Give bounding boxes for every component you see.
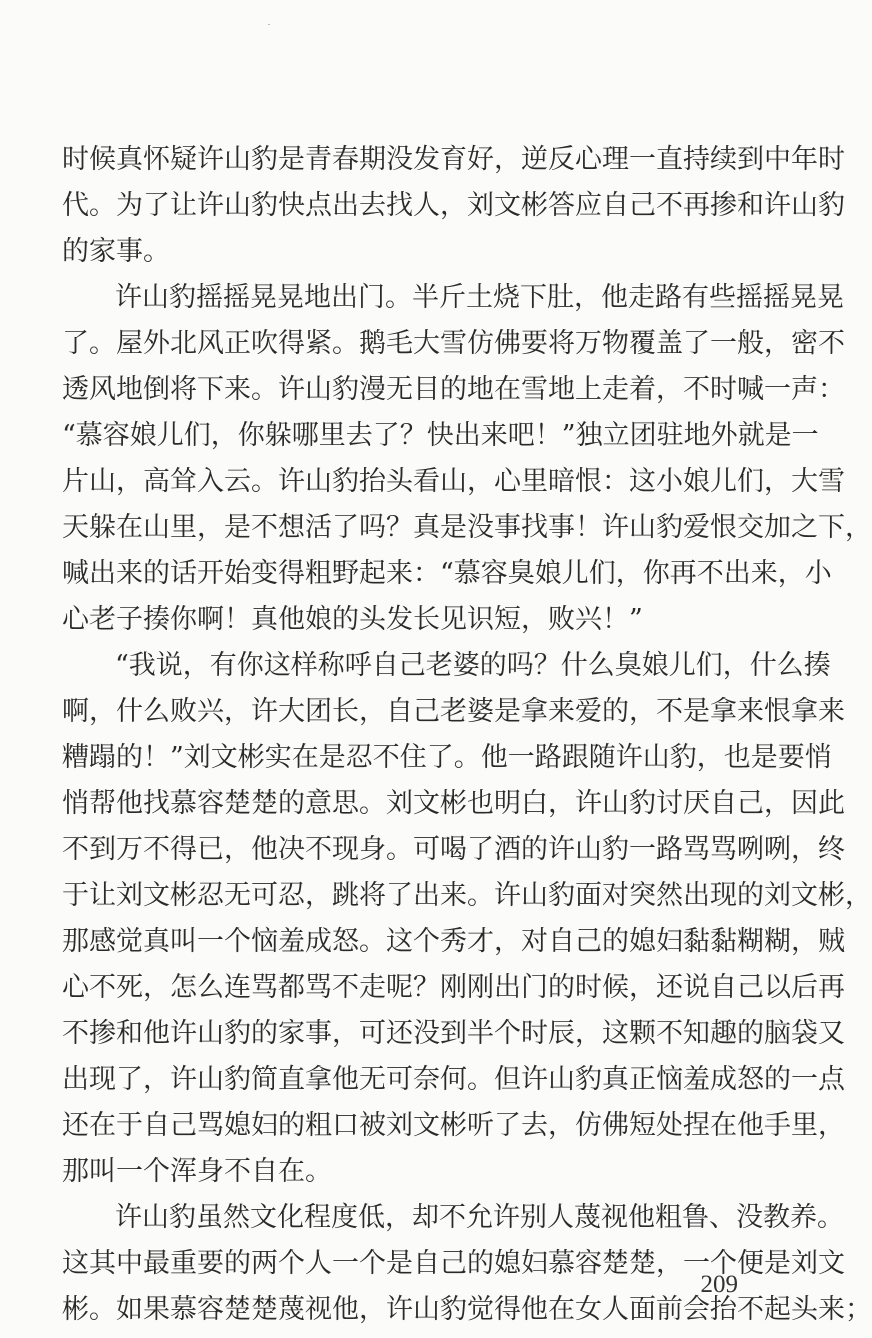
text-line: 那感觉真叫一个恼羞成怒。这个秀才，对自己的媳妇黏黏糊糊，贼 — [62, 926, 845, 957]
text-line: 片山，高耸入云。许山豹抬头看山，心里暗恨：这小娘儿们，大雪 — [62, 466, 845, 497]
text-line: 啊，什么败兴，许大团长，自己老婆是拿来爱的，不是拿来恨拿来 — [62, 696, 845, 727]
text-line: 代。为了让许山豹快点出去找人，刘文彬答应自己不再掺和许山豹 — [62, 190, 845, 221]
text-line: 喊出来的话开始变得粗野起来：“慕容臭娘儿们，你再不出来，小 — [62, 558, 832, 589]
text-line: 还在于自己骂媳妇的粗口被刘文彬听了去，仿佛短处捏在他手里， — [62, 1110, 845, 1141]
text-line: 时候真怀疑许山豹是青春期没发育好，逆反心理一直持续到中年时 — [62, 144, 845, 175]
text-line: 这其中最重要的两个人一个是自己的媳妇慕容楚楚，一个便是刘文 — [62, 1248, 845, 1279]
text-line: 天躲在山里，是不想活了吗？真是没事找事！许山豹爱恨交加之下， — [62, 512, 872, 543]
text-line: 不掺和他许山豹的家事，可还没到半个时辰，这颗不知趣的脑袋又 — [62, 1018, 845, 1049]
text-line: 透风地倒将下来。许山豹漫无目的地在雪地上走着，不时喊一声： — [62, 374, 845, 405]
text-line: 糟蹋的！”刘文彬实在是忍不住了。他一路跟随许山豹，也是要悄 — [62, 742, 832, 773]
page-number: 209 — [700, 1271, 738, 1298]
text-line: 不到万不得已，他决不现身。可喝了酒的许山豹一路骂骂咧咧，终 — [62, 834, 845, 865]
scan-speck — [268, 24, 270, 25]
text-line: 许山豹摇摇晃晃地出门。半斤土烧下肚，他走路有些摇摇晃晃 — [115, 282, 844, 313]
text-line: 彬。如果慕容楚楚蔑视他，许山豹觉得他在女人面前会抬不起头来； — [62, 1294, 872, 1325]
text-line: 许山豹虽然文化程度低，却不允许别人蔑视他粗鲁、没教养。 — [115, 1202, 844, 1233]
text-line: 悄帮他找慕容楚楚的意思。刘文彬也明白，许山豹讨厌自己，因此 — [62, 788, 845, 819]
text-line: 那叫一个浑身不自在。 — [62, 1156, 332, 1187]
text-line: “我说，有你这样称呼自己老婆的吗？什么臭娘儿们，什么揍 — [115, 650, 831, 681]
text-line: 心不死，怎么连骂都骂不走呢？刚刚出门的时候，还说自己以后再 — [62, 972, 845, 1003]
text-line: 出现了，许山豹简直拿他无可奈何。但许山豹真正恼羞成怒的一点 — [62, 1064, 845, 1095]
text-line: 心老子揍你啊！真他娘的头发长见识短，败兴！” — [62, 604, 643, 635]
text-line: 的家事。 — [62, 236, 170, 267]
text-line: “慕容娘儿们，你躲哪里去了？快出来吧！”独立团驻地外就是一 — [62, 420, 819, 451]
text-line: 了。屋外北风正吹得紧。鹅毛大雪仿佛要将万物覆盖了一般，密不 — [62, 328, 845, 359]
text-line: 于让刘文彬忍无可忍，跳将了出来。许山豹面对突然出现的刘文彬， — [62, 880, 872, 911]
